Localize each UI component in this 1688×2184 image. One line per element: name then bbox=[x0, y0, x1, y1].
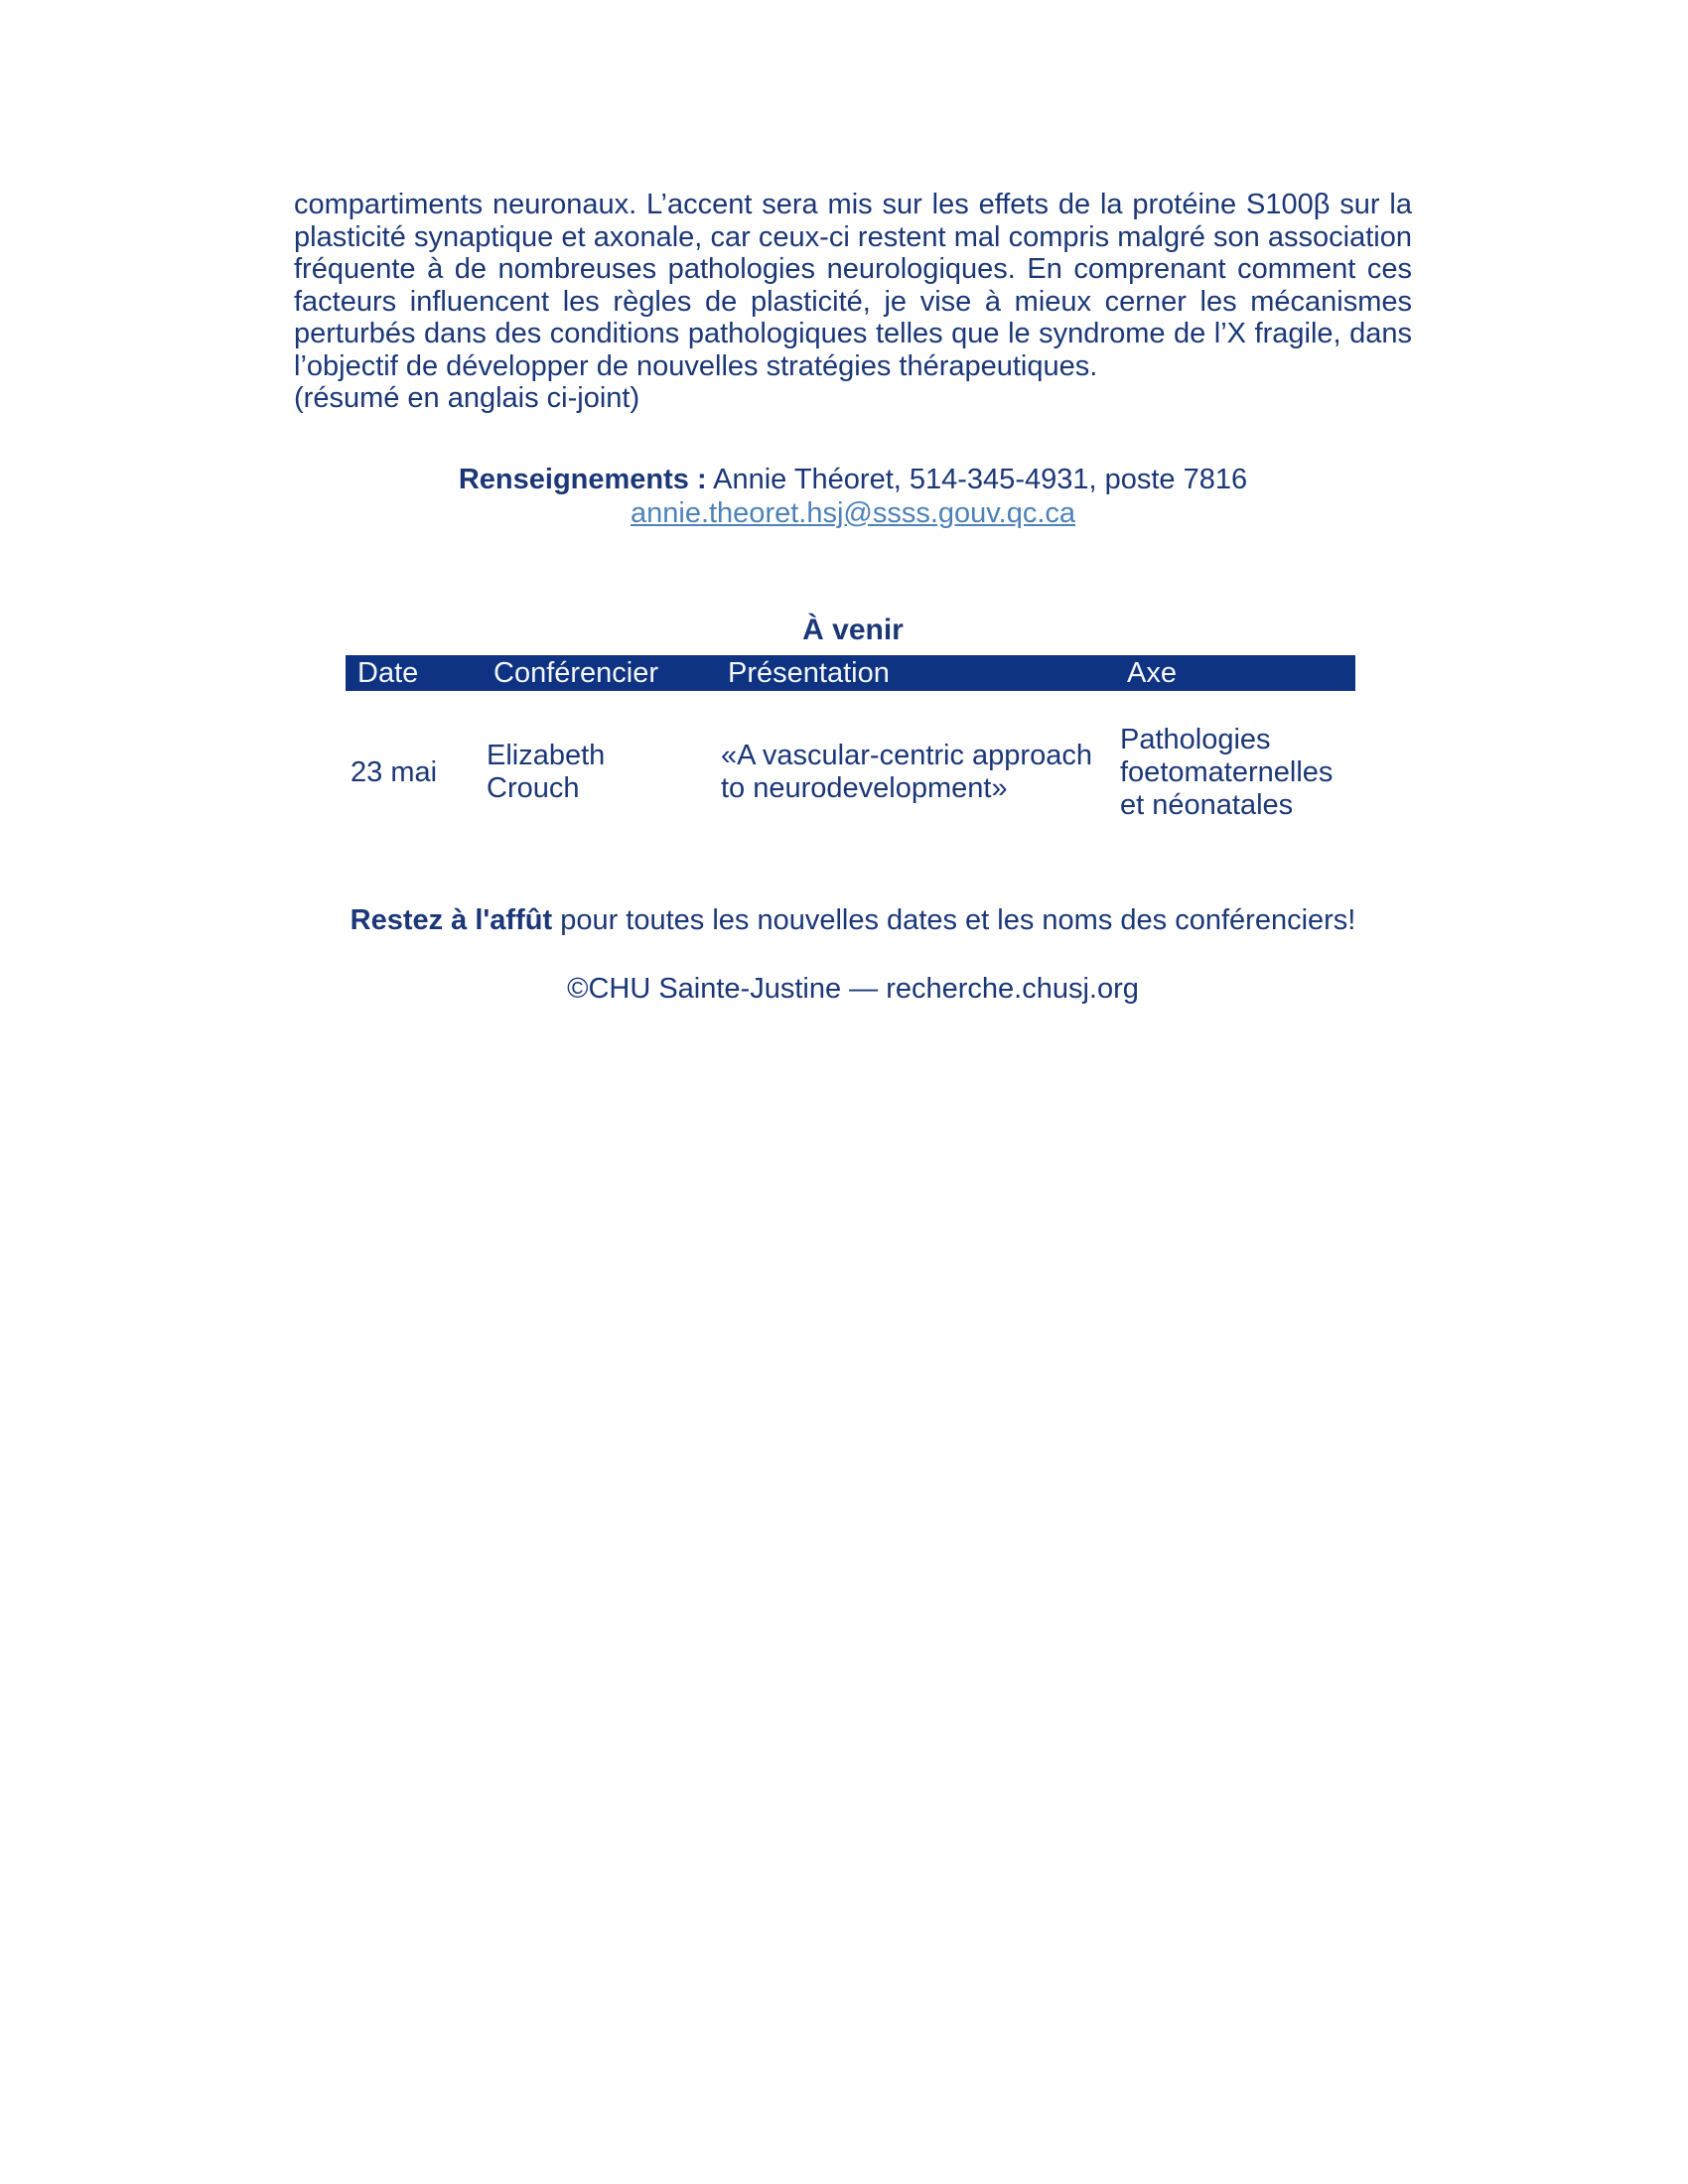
stay-tuned-line bbox=[294, 904, 1412, 937]
cell-speaker: Elizabeth Crouch bbox=[487, 740, 606, 804]
table-header-row bbox=[346, 655, 1355, 691]
upcoming-section-title: À venir bbox=[802, 613, 904, 646]
table-row bbox=[346, 691, 1355, 855]
abstract-paragraph: compartiments neuronaux. L’accent sera mis sur les effets de la protéine S100β sur la plasticité synaptique et axonale, car ceux-ci restent mal compris malgré son association fréquente à de nombreuses pathologies neurologiques. En comprenant comment ces facteurs influencent les règles de plasticité, je vise à mieux cerner les mécanismes perturbés dans des conditions pathologiques telles que le syndrome de l’X fragile, dans l’objectif de développer de nouvelles stratégies thérapeutiques. bbox=[294, 189, 1412, 382]
column-header-speaker: Conférencier bbox=[482, 655, 716, 691]
stay-tuned-rest-text: pour toutes les nouvelles dates et les noms des conférenciers! bbox=[560, 903, 1356, 936]
column-header-date: Date bbox=[346, 655, 482, 691]
column-header-axis: Axe bbox=[1115, 655, 1355, 691]
copyright-line: ©CHU Sainte-Justine — recherche.chusj.org bbox=[567, 972, 1139, 1005]
column-header-presentation: Présentation bbox=[716, 655, 1115, 691]
contact-label: Renseignements : bbox=[458, 463, 707, 495]
email-line bbox=[294, 496, 1412, 530]
contact-line bbox=[294, 463, 1412, 496]
stay-tuned-bold-text: Restez à l'affût bbox=[350, 903, 553, 936]
upcoming-table bbox=[346, 655, 1355, 855]
cell-axis: Pathologies foetomaternelles et néonatales bbox=[1120, 723, 1334, 821]
contact-details: Annie Théoret, 514-345-4931, poste 7816 bbox=[713, 463, 1248, 495]
contact-email-link[interactable]: annie.theoret.hsj@ssss.gouv.qc.ca bbox=[630, 496, 1076, 529]
document-content bbox=[294, 189, 1412, 1006]
cell-presentation: «A vascular-centric approach to neurodevelopment» bbox=[721, 740, 1092, 804]
abstract-note: (résumé en anglais ci-joint) bbox=[294, 382, 640, 414]
cell-date: 23 mai bbox=[351, 755, 438, 788]
